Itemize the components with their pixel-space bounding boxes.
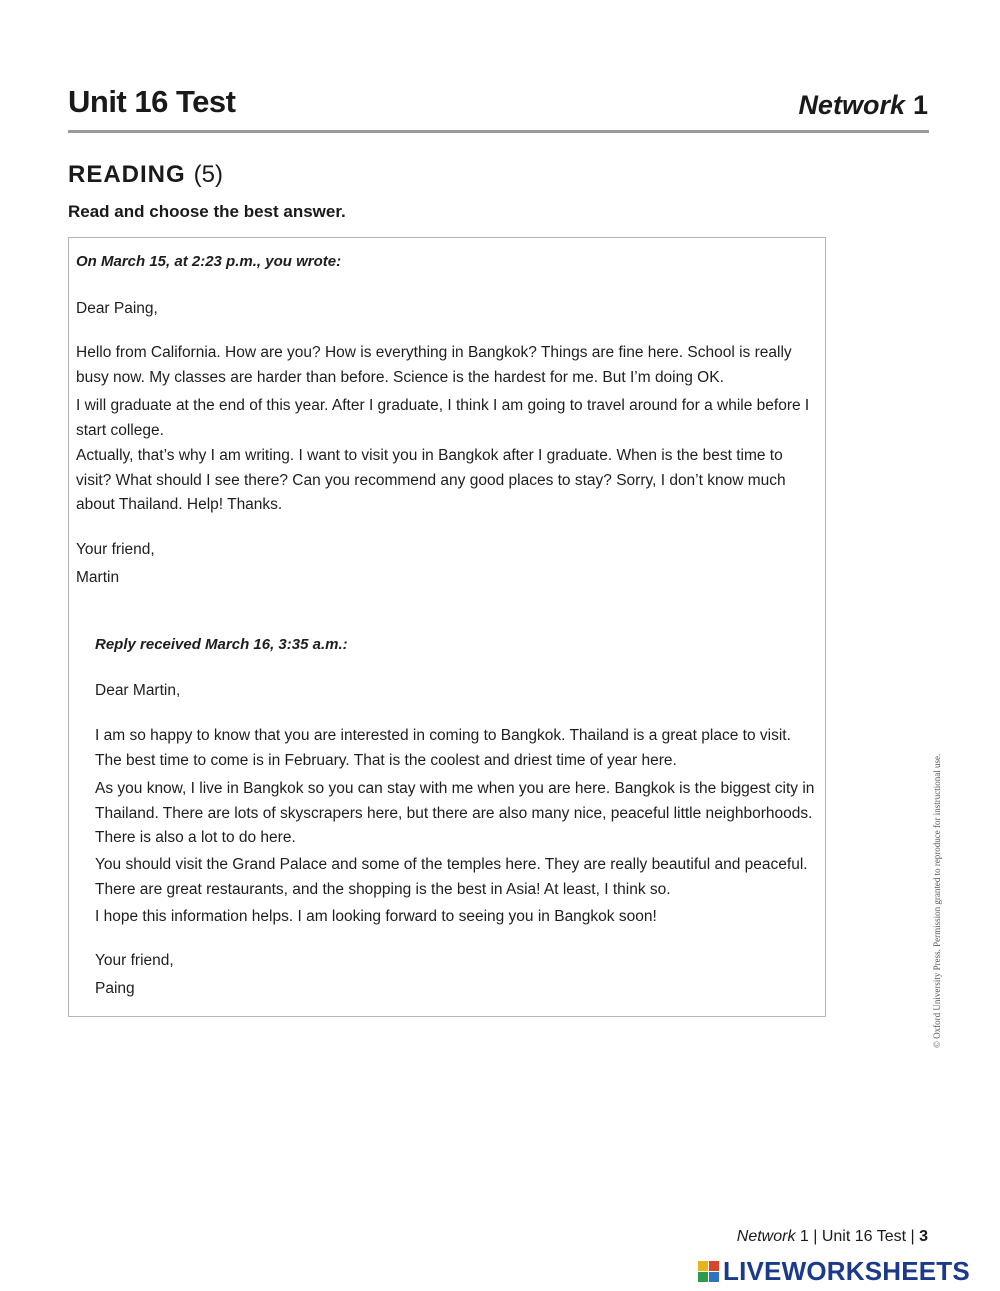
email2-paragraph: I am so happy to know that you are interested in coming to Bangkok. Thailand is a great place to visit. The best time to come is in February. That is the coolest and driest time of year here. bbox=[95, 727, 791, 769]
page-number: 3 bbox=[919, 1228, 928, 1245]
section-title: READING bbox=[68, 161, 186, 188]
page-footer bbox=[737, 1228, 928, 1246]
reading-passage-box bbox=[68, 237, 826, 1017]
email2-greeting: Dear Martin, bbox=[95, 682, 181, 699]
email2-paragraph: You should visit the Grand Palace and some of the temples here. They are really beautiful and peaceful. There are great restaurants, and the shopping is the best in Asia! At least, I think so. bbox=[95, 856, 808, 898]
email1-greeting: Dear Paing, bbox=[76, 300, 158, 317]
email1-paragraph: Actually, that’s why I am writing. I want to visit you in Bangkok after I graduate. When is the best time to visit? What should I see there? Can you recommend any good places to stay? Sorry, I don’t know much about Thailand. Help! Thanks. bbox=[76, 447, 786, 513]
email2-paragraph: As you know, I live in Bangkok so you can stay with me when you are here. Bangkok is the biggest city in Thailand. There are lots of skyscrapers here, but there are also many nice, peaceful little neighborhoods. There is also a lot to do here. bbox=[95, 780, 815, 846]
brand-level: 1 bbox=[912, 90, 928, 120]
logo-text: LIVEWORKSHEETS bbox=[723, 1256, 970, 1286]
liveworksheets-logo bbox=[698, 1256, 970, 1287]
copyright-notice: © Oxford University Press. Permission granted to reproduce for instructional use. bbox=[932, 753, 942, 1048]
footer-unit: 1 | Unit 16 Test | bbox=[795, 1228, 920, 1245]
brand-name: Network bbox=[798, 90, 905, 120]
email2-signature: Paing bbox=[95, 980, 135, 997]
email2-meta: Reply received March 16, 3:35 a.m.: bbox=[95, 636, 348, 653]
series-brand bbox=[798, 90, 928, 121]
instruction-text: Read and choose the best answer. bbox=[68, 202, 346, 221]
email2-closing: Your friend, bbox=[95, 952, 174, 969]
page-title: Unit 16 Test bbox=[68, 84, 236, 119]
email1-paragraph: I will graduate at the end of this year. After I graduate, I think I am going to travel around for a while before I start college. bbox=[76, 397, 810, 439]
email1-paragraph: Hello from California. How are you? How is everything in Bangkok? Things are fine here. School is really busy now. My classes are harder than before. Science is the hardest for me. But I’m doing OK. bbox=[76, 344, 792, 386]
email1-meta: On March 15, at 2:23 p.m., you wrote: bbox=[76, 253, 342, 270]
logo-blocks-icon bbox=[698, 1261, 719, 1282]
email2-paragraph: I hope this information helps. I am looking forward to seeing you in Bangkok soon! bbox=[95, 908, 657, 925]
footer-brand: Network bbox=[736, 1228, 796, 1245]
section-points: (5) bbox=[193, 161, 224, 188]
header-divider bbox=[68, 130, 929, 133]
section-heading bbox=[68, 161, 223, 189]
email1-closing: Your friend, bbox=[76, 541, 155, 558]
email1-signature: Martin bbox=[76, 569, 120, 586]
